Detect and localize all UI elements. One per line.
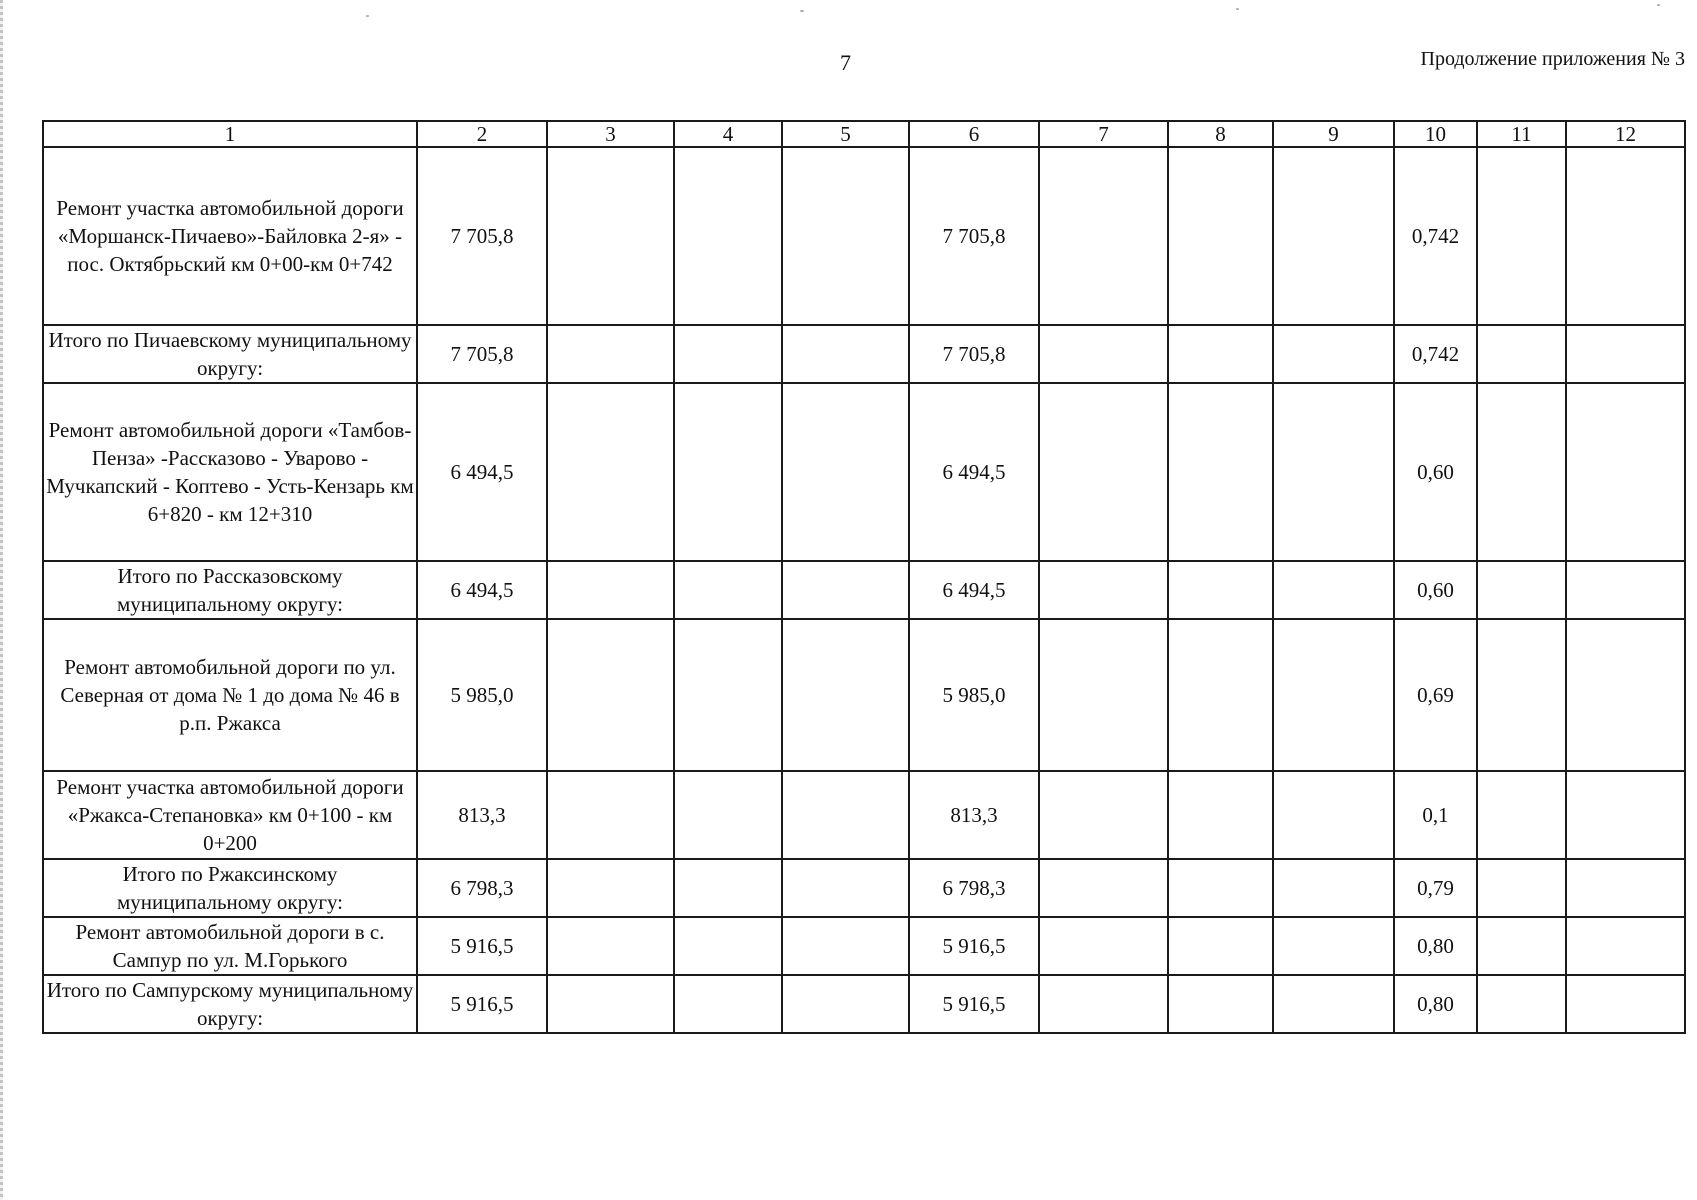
cell-empty xyxy=(547,561,674,619)
cell-empty xyxy=(782,147,909,325)
cell-empty xyxy=(674,917,782,975)
cell-empty xyxy=(782,917,909,975)
cell-col6: 5 985,0 xyxy=(909,619,1039,771)
cell-col2: 5 916,5 xyxy=(417,917,547,975)
cell-empty xyxy=(547,147,674,325)
cell-empty xyxy=(1168,619,1273,771)
cell-empty xyxy=(782,771,909,859)
cell-col2: 7 705,8 xyxy=(417,147,547,325)
cell-empty xyxy=(1477,917,1566,975)
cell-empty xyxy=(1477,383,1566,561)
cell-empty xyxy=(1566,147,1685,325)
cell-empty xyxy=(1168,771,1273,859)
cell-empty xyxy=(547,917,674,975)
road-work-name: Ремонт участка автомобильной дороги «Ржакса-Степановка» км 0+100 - км 0+200 xyxy=(43,771,417,859)
cell-empty xyxy=(1477,325,1566,383)
cell-col10: 0,742 xyxy=(1394,147,1477,325)
cell-empty xyxy=(1168,859,1273,917)
road-work-name: Ремонт участка автомобильной дороги «Моршанск-Пичаево»-Байловка 2-я» - пос. Октябрьский км 0+00-км 0+742 xyxy=(43,147,417,325)
table-row-item xyxy=(43,147,1685,325)
column-number: 7 xyxy=(1039,121,1168,147)
cell-empty xyxy=(1273,619,1394,771)
table-row-item xyxy=(43,383,1685,561)
cell-empty xyxy=(1566,771,1685,859)
cell-empty xyxy=(782,383,909,561)
cell-empty xyxy=(782,561,909,619)
cell-col2: 7 705,8 xyxy=(417,325,547,383)
cell-empty xyxy=(1039,975,1168,1033)
cell-empty xyxy=(674,619,782,771)
cell-empty xyxy=(547,859,674,917)
column-number: 8 xyxy=(1168,121,1273,147)
cell-empty xyxy=(1168,147,1273,325)
cell-empty xyxy=(1273,859,1394,917)
cell-empty xyxy=(1039,859,1168,917)
cell-empty xyxy=(547,975,674,1033)
road-work-name: Ремонт автомобильной дороги «Тамбов-Пенза» -Рассказово - Уварово - Мучкапский - Коптево - Усть-Кензарь км 6+820 - км 12+310 xyxy=(43,383,417,561)
cell-empty xyxy=(674,771,782,859)
cell-col2: 6 494,5 xyxy=(417,383,547,561)
column-number-row xyxy=(43,121,1685,147)
cell-col10: 0,79 xyxy=(1394,859,1477,917)
cell-col2: 6 798,3 xyxy=(417,859,547,917)
cell-empty xyxy=(1168,325,1273,383)
cell-empty xyxy=(782,619,909,771)
cell-empty xyxy=(1039,771,1168,859)
cell-col10: 0,69 xyxy=(1394,619,1477,771)
cell-col2: 5 985,0 xyxy=(417,619,547,771)
cell-empty xyxy=(547,325,674,383)
district-total-label: Итого по Ржаксинскому муниципальному округу: xyxy=(43,859,417,917)
cell-empty xyxy=(1273,325,1394,383)
road-work-name: Ремонт автомобильной дороги в с. Сампур по ул. М.Горького xyxy=(43,917,417,975)
district-total-label: Итого по Рассказовскому муниципальному округу: xyxy=(43,561,417,619)
table-row-total xyxy=(43,325,1685,383)
cell-empty xyxy=(1477,859,1566,917)
cell-col6: 6 798,3 xyxy=(909,859,1039,917)
scan-edge xyxy=(0,0,3,1200)
column-number: 10 xyxy=(1394,121,1477,147)
cell-empty xyxy=(1039,917,1168,975)
column-number: 9 xyxy=(1273,121,1394,147)
cell-empty xyxy=(1039,383,1168,561)
road-work-name: Ремонт автомобильной дороги по ул. Северная от дома № 1 до дома № 46 в р.п. Ржакса xyxy=(43,619,417,771)
table-row-item xyxy=(43,619,1685,771)
cell-col2: 813,3 xyxy=(417,771,547,859)
cell-empty xyxy=(1566,619,1685,771)
scan-speck xyxy=(366,15,369,17)
column-number: 3 xyxy=(547,121,674,147)
cell-empty xyxy=(1477,619,1566,771)
cell-col10: 0,60 xyxy=(1394,383,1477,561)
cell-col6: 5 916,5 xyxy=(909,975,1039,1033)
cell-col10: 0,80 xyxy=(1394,975,1477,1033)
cell-empty xyxy=(782,325,909,383)
cell-col10: 0,742 xyxy=(1394,325,1477,383)
cell-col6: 813,3 xyxy=(909,771,1039,859)
cell-empty xyxy=(547,619,674,771)
cell-col10: 0,1 xyxy=(1394,771,1477,859)
cell-empty xyxy=(674,147,782,325)
column-number: 5 xyxy=(782,121,909,147)
cell-col2: 5 916,5 xyxy=(417,975,547,1033)
cell-empty xyxy=(782,859,909,917)
table-row-total xyxy=(43,975,1685,1033)
cell-col2: 6 494,5 xyxy=(417,561,547,619)
cell-empty xyxy=(1477,561,1566,619)
cell-empty xyxy=(1566,561,1685,619)
cell-empty xyxy=(1566,383,1685,561)
cell-empty xyxy=(1168,561,1273,619)
cell-empty xyxy=(1273,383,1394,561)
cell-empty xyxy=(1039,561,1168,619)
column-number: 1 xyxy=(43,121,417,147)
cell-col6: 6 494,5 xyxy=(909,383,1039,561)
scan-speck xyxy=(800,10,804,12)
cell-empty xyxy=(674,383,782,561)
cell-empty xyxy=(1273,917,1394,975)
cell-col6: 7 705,8 xyxy=(909,325,1039,383)
cell-empty xyxy=(1168,383,1273,561)
cell-empty xyxy=(1273,147,1394,325)
cell-empty xyxy=(674,975,782,1033)
cell-empty xyxy=(1273,561,1394,619)
cell-empty xyxy=(674,561,782,619)
cell-empty xyxy=(547,771,674,859)
cell-empty xyxy=(1566,325,1685,383)
cell-empty xyxy=(1273,771,1394,859)
table-row-item xyxy=(43,917,1685,975)
cell-col6: 5 916,5 xyxy=(909,917,1039,975)
column-number: 2 xyxy=(417,121,547,147)
cell-empty xyxy=(1168,917,1273,975)
page-number: 7 xyxy=(840,50,851,75)
cell-empty xyxy=(1477,975,1566,1033)
cell-empty xyxy=(782,975,909,1033)
column-number: 4 xyxy=(674,121,782,147)
cell-empty xyxy=(1039,325,1168,383)
scan-speck xyxy=(1236,8,1239,10)
cell-empty xyxy=(547,383,674,561)
scan-speck xyxy=(1657,4,1660,6)
cell-empty xyxy=(1566,975,1685,1033)
cell-empty xyxy=(1168,975,1273,1033)
cell-empty xyxy=(1566,917,1685,975)
cell-col6: 6 494,5 xyxy=(909,561,1039,619)
table-row-item xyxy=(43,771,1685,859)
district-total-label: Итого по Пичаевскому муниципальному округу: xyxy=(43,325,417,383)
cell-empty xyxy=(1566,859,1685,917)
table-row-total xyxy=(43,859,1685,917)
table-row-total xyxy=(43,561,1685,619)
district-total-label: Итого по Сампурскому муниципальному округу: xyxy=(43,975,417,1033)
appendix-note: Продолжение приложения № 3 xyxy=(1420,48,1685,70)
column-number: 11 xyxy=(1477,121,1566,147)
cell-empty xyxy=(674,859,782,917)
cell-empty xyxy=(1477,771,1566,859)
cell-empty xyxy=(1273,975,1394,1033)
cell-empty xyxy=(1039,147,1168,325)
cell-empty xyxy=(1039,619,1168,771)
column-number: 6 xyxy=(909,121,1039,147)
column-number: 12 xyxy=(1566,121,1685,147)
cell-col6: 7 705,8 xyxy=(909,147,1039,325)
cell-col10: 0,60 xyxy=(1394,561,1477,619)
road-repair-table xyxy=(42,120,1686,1034)
cell-empty xyxy=(1477,147,1566,325)
cell-empty xyxy=(674,325,782,383)
cell-col10: 0,80 xyxy=(1394,917,1477,975)
